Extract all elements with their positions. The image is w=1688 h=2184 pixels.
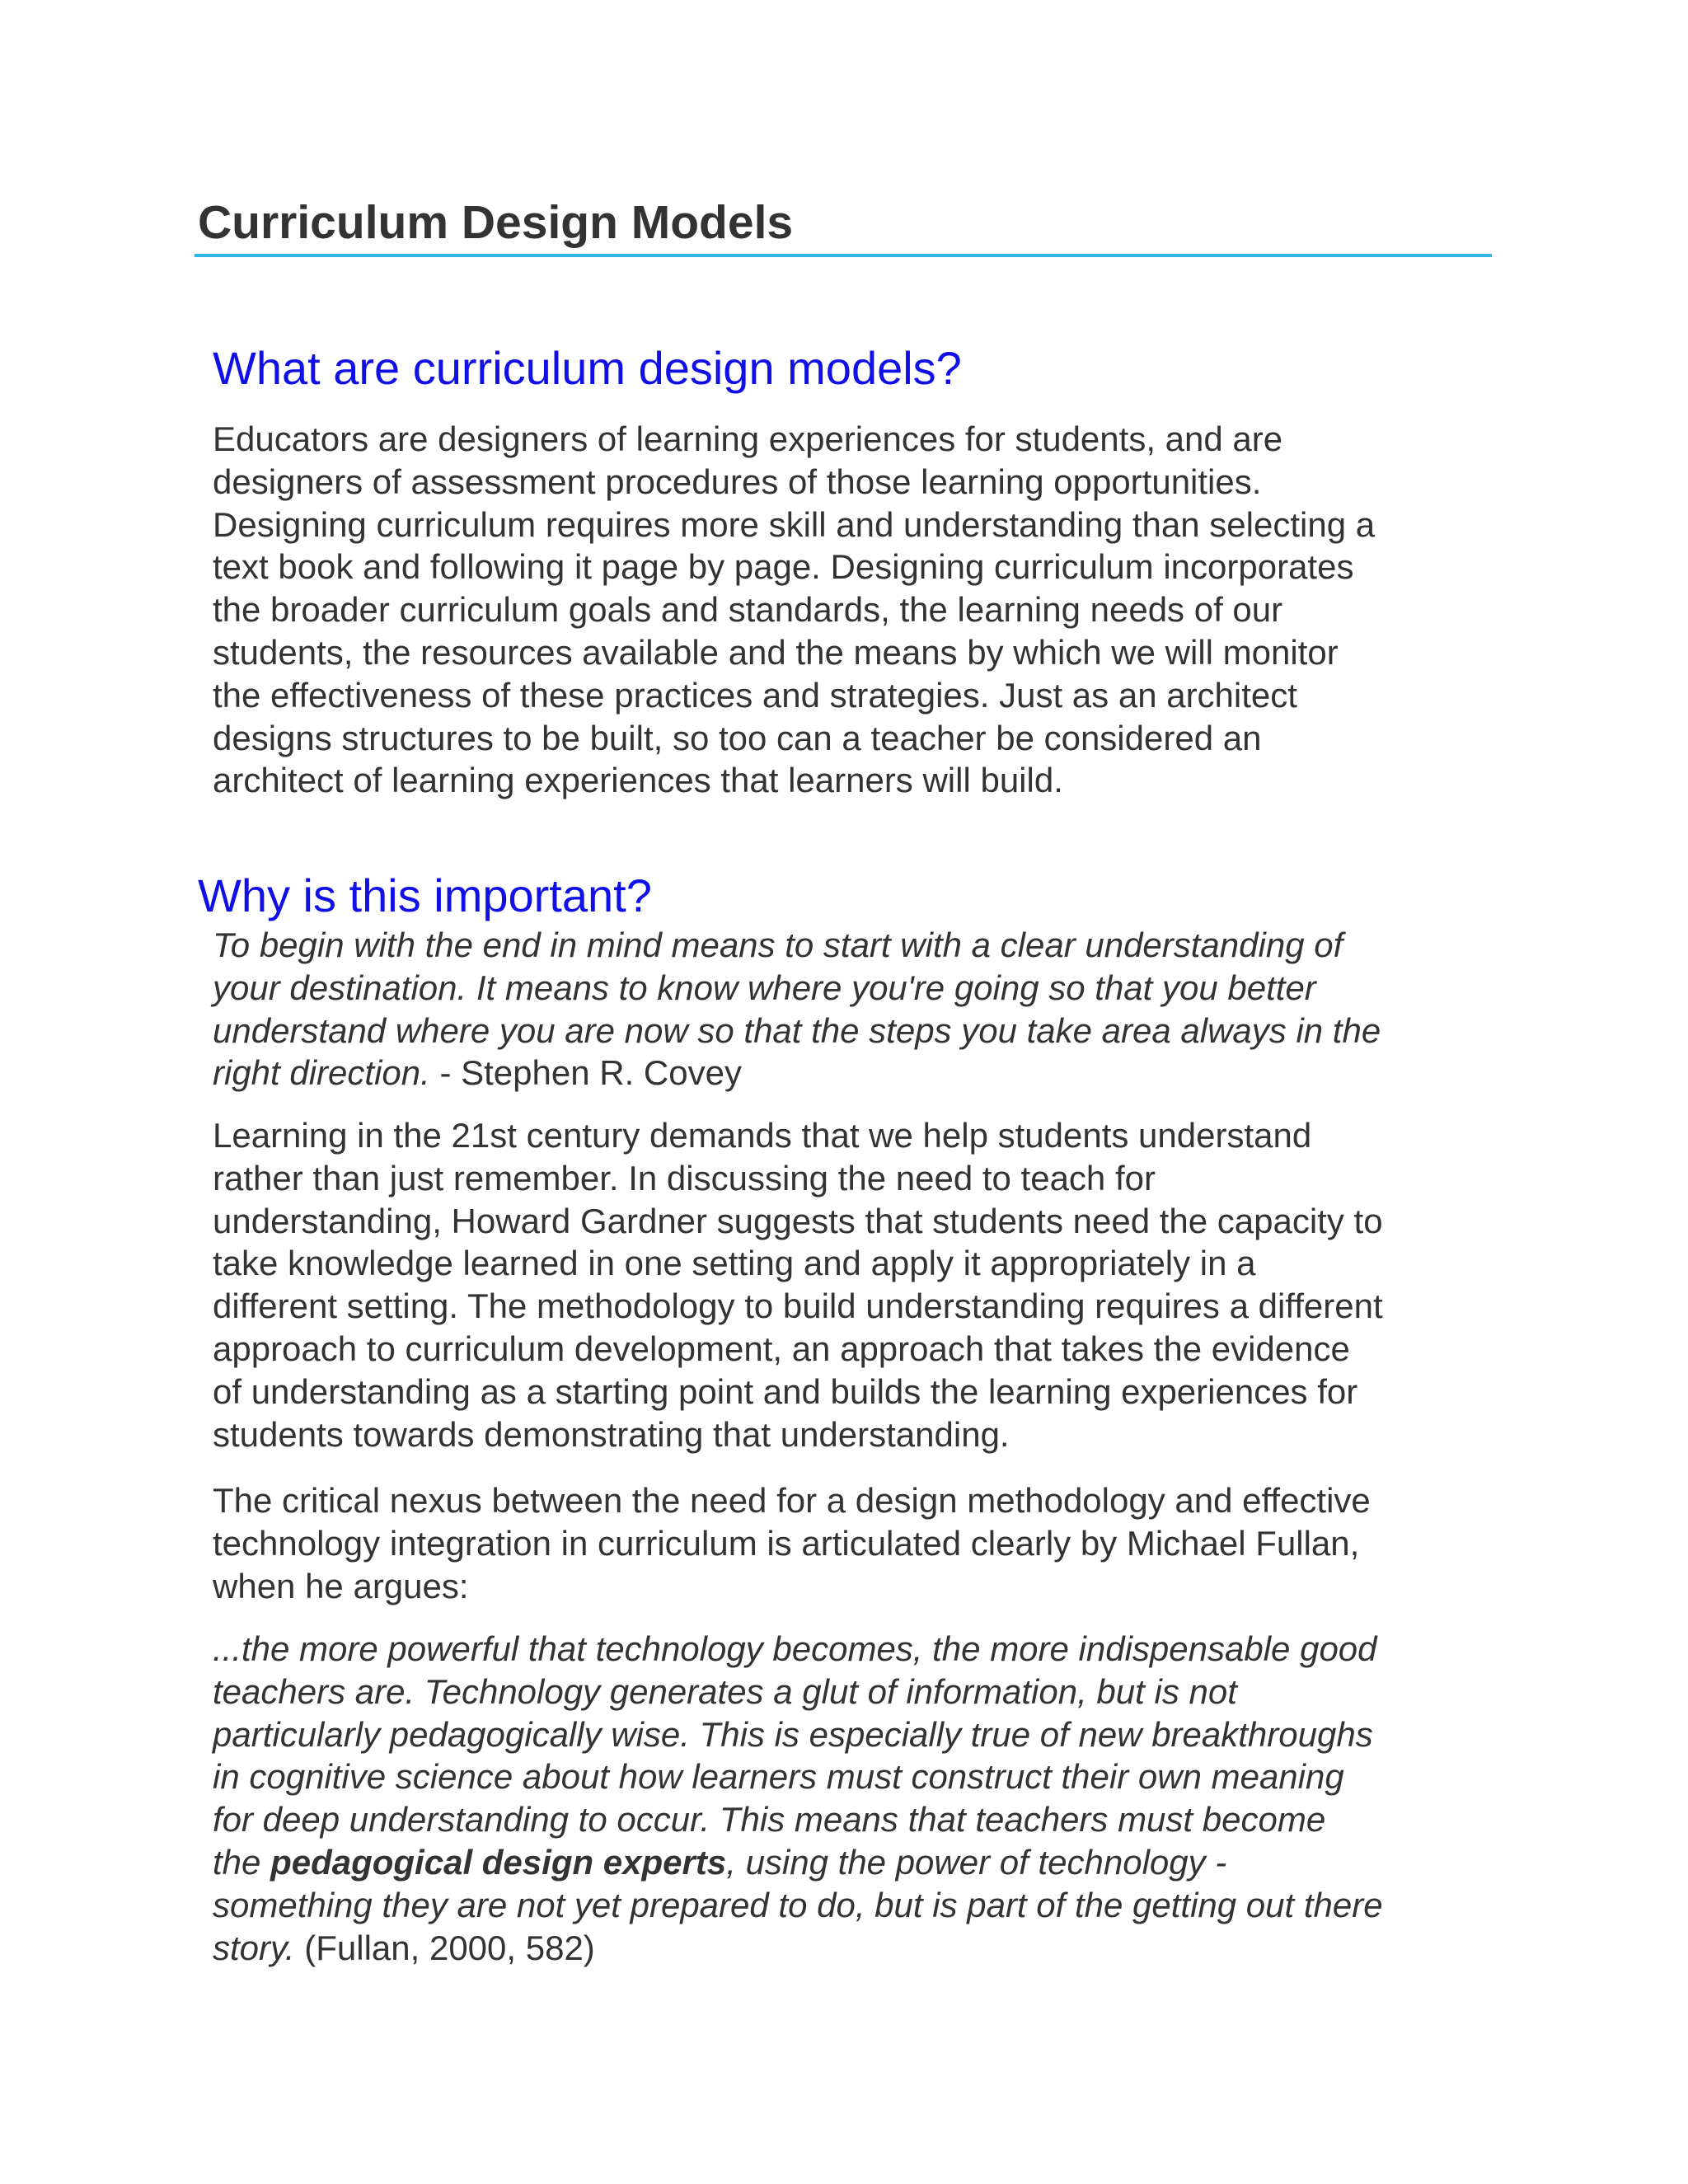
quote-citation: (Fullan, 2000, 582)	[294, 1928, 595, 1967]
quote-line: your destination. It means to know where you're going so that you better	[213, 968, 1316, 1007]
text-line: approach to curriculum development, an approach that takes the evidence	[213, 1329, 1350, 1368]
text-line: understanding, Howard Gardner suggests that students need the capacity to	[213, 1201, 1383, 1240]
text-line: Designing curriculum requires more skill and understanding than selecting a	[213, 504, 1376, 544]
text-line: students, the resources available and the means by which we will monitor	[213, 632, 1339, 672]
quote-line: understand where you are now so that the steps you take area always in the	[213, 1010, 1381, 1050]
quote-line: particularly pedagogically wise. This is especially true of new breakthroughs	[213, 1714, 1373, 1754]
text-line: students towards demonstrating that understanding.	[213, 1414, 1010, 1454]
intro-paragraph	[213, 418, 1498, 802]
text-line: architect of learning experiences that learners will build.	[213, 761, 1063, 800]
fullan-intro-paragraph	[213, 1479, 1498, 1607]
quote-line-with-emphasis	[213, 1841, 1498, 1884]
section-heading-why: Why is this important?	[198, 869, 652, 921]
text-line: of understanding as a starting point and builds the learning experiences for	[213, 1371, 1358, 1411]
quote-text: , using the power of technology -	[726, 1842, 1227, 1882]
text-line: the effectiveness of these practices and strategies. Just as an architect	[213, 675, 1297, 715]
quote-line: in cognitive science about how learners must construct their own meaning	[213, 1757, 1344, 1797]
fullan-quote	[213, 1628, 1498, 1969]
gardner-paragraph	[213, 1114, 1498, 1455]
quote-text: right direction.	[213, 1053, 430, 1093]
quote-line: To begin with the end in mind means to start with a clear understanding of	[213, 926, 1343, 964]
text-line: when he argues:	[213, 1566, 469, 1605]
text-line: Learning in the 21st century demands that we help students understand	[213, 1116, 1312, 1155]
text-line: text book and following it page by page. Designing curriculum incorporates	[213, 547, 1354, 587]
text-line: the broader curriculum goals and standards, the learning needs of our	[213, 590, 1283, 630]
title-underline	[195, 254, 1492, 257]
text-line: different setting. The methodology to build understanding requires a different	[213, 1286, 1383, 1326]
text-line: designs structures to be built, so too can a teacher be considered an	[213, 718, 1262, 757]
quote-line: teachers are. Technology generates a glut of information, but is not	[213, 1671, 1237, 1711]
text-line: rather than just remember. In discussing the need to teach for	[213, 1158, 1156, 1197]
text-line: technology integration in curriculum is articulated clearly by Michael Fullan,	[213, 1523, 1360, 1563]
text-line: The critical nexus between the need for a design methodology and effective	[213, 1481, 1371, 1520]
quote-last-line	[213, 1927, 1498, 1970]
section-heading-what: What are curriculum design models?	[213, 342, 962, 394]
quote-line: ...the more powerful that technology becomes, the more indispensable good	[213, 1629, 1377, 1668]
page-title: Curriculum Design Models	[198, 196, 794, 249]
quote-attribution: - Stephen R. Covey	[429, 1053, 742, 1093]
text-line: Educators are designers of learning experiences for students, and are	[213, 419, 1283, 458]
quote-last-line	[213, 1052, 1498, 1094]
covey-quote	[213, 924, 1498, 1094]
emphasis-text: pedagogical design experts	[270, 1842, 727, 1882]
quote-text: the	[213, 1842, 271, 1882]
text-line: take knowledge learned in one setting and apply it appropriately in a	[213, 1244, 1256, 1283]
quote-line: for deep understanding to occur. This means that teachers must become	[213, 1800, 1326, 1840]
quote-line: something they are not yet prepared to do, but is part of the getting out there	[213, 1885, 1383, 1924]
text-line: designers of assessment procedures of those learning opportunities.	[213, 462, 1262, 501]
quote-text: story.	[213, 1928, 295, 1967]
